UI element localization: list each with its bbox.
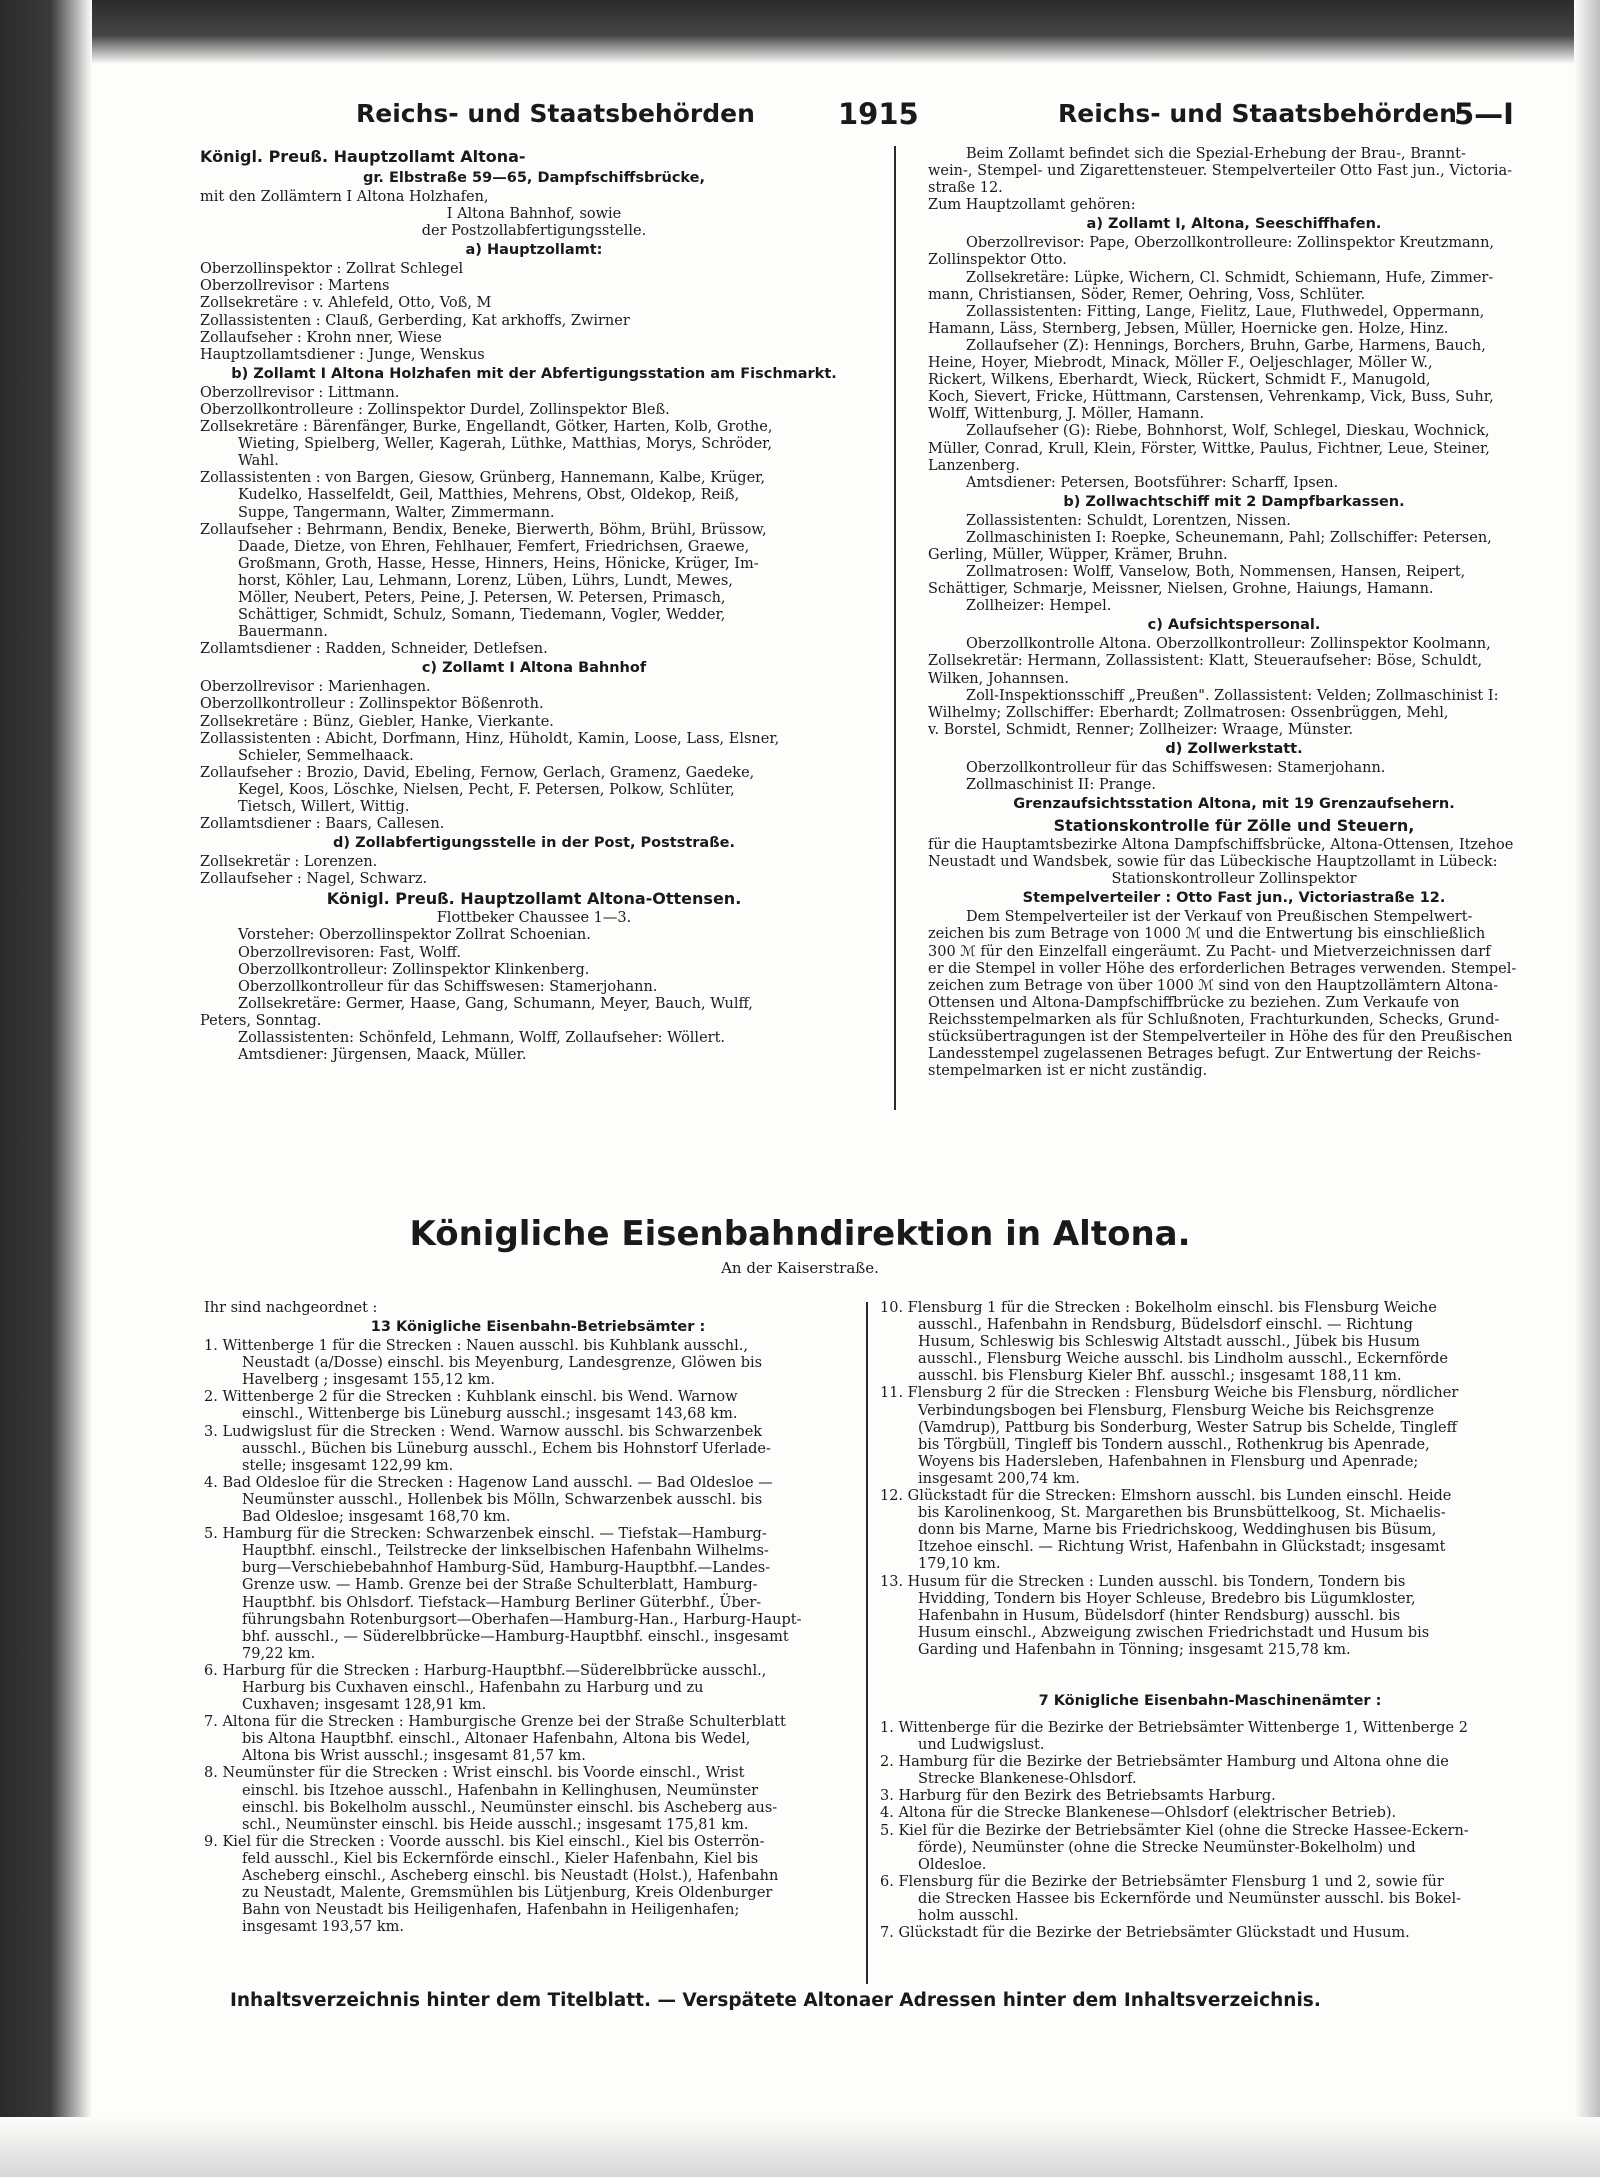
column-lower-right — [880, 1300, 1540, 2002]
text-line: Tietsch, Willert, Wittig. — [238, 799, 410, 815]
text-line: einschl., Wittenberge bis Lüneburg ausschl.; insgesamt 143,68 km. — [242, 1406, 738, 1423]
text-line: Zollaufseher : Brozio, David, Ebeling, Fernow, Gerlach, Gramenz, Gaedeke, — [200, 764, 755, 781]
text-line: Amtsdiener: Jürgensen, Maack, Müller. — [238, 1047, 527, 1064]
text-line: Kudelko, Hasselfeldt, Geil, Matthies, Mehrens, Obst, Oldekop, Reiß, — [238, 487, 740, 504]
text-line: Zollsekretäre : Bünz, Giebler, Hanke, Vierkante. — [200, 713, 554, 730]
text-line: Schättiger, Schmidt, Schulz, Somann, Tiedemann, Vogler, Wedder, — [238, 607, 726, 624]
text-line: Müller, Conrad, Krull, Klein, Förster, Wittke, Paulus, Fichtner, Leue, Steiner, — [928, 440, 1490, 457]
text-line: er die Stempel in voller Höhe des erforderlichen Betrages verwenden. Stempel- — [928, 960, 1517, 977]
scan-edge-right — [1574, 0, 1600, 2177]
text-line: Bad Oldesloe; insgesamt 168,70 km. — [242, 1509, 511, 1526]
text-line: Wolff, Wittenburg, J. Möller, Hamann. — [928, 406, 1205, 423]
text-line: Oberzollkontrolle Altona. Oberzollkontrolleur: Zollinspektor Koolmann, — [966, 636, 1491, 653]
text-line: Ascheberg einschl., Ascheberg einschl. bis Neustadt (Holst.), Hafenbahn — [242, 1868, 779, 1884]
text-line: 179,10 km. — [918, 1556, 1001, 1573]
text-line: Gerling, Müller, Wüpper, Krämer, Bruhn. — [928, 546, 1228, 563]
text-line: ausschl., Hafenbahn in Rendsburg, Büdelsdorf einschl. — Richtung — [918, 1317, 1413, 1334]
text-line: burg—Verschiebebahnhof Hamburg-Süd, Hamburg-Hauptbhf.—Landes- — [242, 1560, 771, 1577]
text-line: Zollamtsdiener : Baars, Callesen. — [200, 816, 445, 833]
text-line: bis Altona Hauptbhf. einschl., Altonaer Hafenbahn, Altona bis Wedel, — [242, 1731, 751, 1748]
text-line: Havelberg ; insgesamt 155,12 km. — [242, 1372, 495, 1389]
text-line: Landesstempel zugelassenen Betrages befugt. Zur Entwertung der Reichs- — [928, 1046, 1481, 1063]
text-line: 7. Glückstadt für die Bezirke der Betriebsämter Glückstadt und Husum. — [880, 1925, 1410, 1942]
text-line: 12. Glückstadt für die Strecken: Elmshorn ausschl. bis Lunden einschl. Heide — [880, 1488, 1452, 1505]
text-line: Zollassistenten : von Bargen, Giesow, Grünberg, Hannemann, Kalbe, Krüger, — [200, 470, 766, 487]
text-line: bhf. ausschl., — Süderelbbrücke—Hamburg-Hauptbhf. einschl., insgesamt — [242, 1628, 789, 1645]
text-line: Zollassistenten : Clauß, Gerberding, Kat arkhoffs, Zwirner — [200, 312, 630, 329]
text-line: mann, Christiansen, Söder, Remer, Oehring, Voss, Schlüter. — [928, 286, 1366, 303]
text-line: Zollmaschinisten I: Roepke, Scheunemann, Pahl; Zollschiffer: Petersen, — [966, 529, 1492, 546]
text-line: Oberzollrevisor : Littmann. — [200, 384, 400, 401]
text-line: stücksübertragungen ist der Stempelverteiler in Höhe des für den Preußischen — [928, 1029, 1513, 1046]
text-line: c) Aufsichtspersonal. — [1147, 617, 1321, 634]
text-line: mit den Zollämtern I Altona Holzhafen, — [200, 189, 489, 205]
text-line: Oberzollrevisor : Marienhagen. — [200, 679, 431, 696]
text-line: Hamann, Läss, Sternberg, Jebsen, Müller, Hoernicke gen. Holze, Hinz. — [928, 320, 1449, 337]
text-line: gr. Elbstraße 59—65, Dampfschiffsbrücke, — [362, 170, 706, 186]
text-line: Lanzenberg. — [928, 457, 1020, 474]
text-line: Zollsekretäre: Lüpke, Wichern, Cl. Schmidt, Schiemann, Hufe, Zimmer- — [966, 269, 1494, 286]
text-line: stempelmarken ist er nicht zuständig. — [928, 1063, 1208, 1080]
text-line: einschl. bis Bokelholm ausschl., Neumünster einschl. bis Ascheberg aus- — [242, 1799, 778, 1816]
text-line: c) Zollamt I Altona Bahnhof — [421, 660, 647, 677]
text-line: Rickert, Wilkens, Eberhardt, Wieck, Rückert, Schmidt F., Manugold, — [928, 372, 1431, 389]
running-header-left: Reichs- und Staatsbehörden — [356, 99, 755, 128]
text-line: Husum, Schleswig bis Schleswig Altstadt ausschl., Jübek bis Husum — [918, 1334, 1420, 1351]
text-line: für die Hauptamtsbezirke Altona Dampfschiffsbrücke, Altona-Ottensen, Itzehoe — [928, 837, 1514, 854]
text-line: Oldesloe. — [918, 1856, 987, 1873]
text-line: Beim Zollamt befindet sich die Spezial-Erhebung der Brau-, Brannt- — [966, 146, 1466, 162]
text-line: Flottbeker Chaussee 1—3. — [436, 910, 632, 927]
text-line: a) Hauptzollamt: — [465, 242, 603, 259]
text-line: v. Borstel, Schmidt, Renner; Zollheizer: Wraage, Münster. — [928, 721, 1354, 738]
text-line: Grenzaufsichtsstation Altona, mit 19 Grenzaufsehern. — [1013, 796, 1455, 813]
text-line: Stempelverteiler : Otto Fast jun., Victoriastraße 12. — [1022, 890, 1446, 907]
text-line: bis Karolinenkoog, St. Margarethen bis Brunsbüttelkoog, St. Michaelis- — [918, 1505, 1446, 1522]
text-line: Harburg bis Cuxhaven einschl., Hafenbahn zu Harburg und zu — [242, 1679, 704, 1696]
text-line: 13. Husum für die Strecken : Lunden ausschl. bis Tondern, Tondern bis — [880, 1573, 1406, 1590]
text-line: Oberzollkontrolleur : Zollinspektor Bößenroth. — [200, 696, 544, 713]
text-line: Bahn von Neustadt bis Heiligenhafen, Hafenbahn in Heiligenhafen; — [242, 1902, 740, 1919]
text-line: Altona bis Wrist ausschl.; insgesamt 81,57 km. — [242, 1748, 586, 1765]
text-line: wein-, Stempel- und Zigarettensteuer. Stempelverteiler Otto Fast jun., Victoria- — [928, 163, 1513, 180]
text-line: ausschl., Büchen bis Lüneburg ausschl., Echem bis Hohnstorf Uferlade- — [242, 1440, 771, 1457]
text-line: Vorsteher: Oberzollinspektor Zollrat Schoenian. — [238, 927, 591, 944]
text-line: Peters, Sonntag. — [200, 1012, 322, 1029]
running-header-right: Reichs- und Staatsbehörden — [1058, 99, 1457, 128]
text-line: Hvidding, Tondern bis Hoyer Schleuse, Bredebro bis Lügumkloster, — [918, 1590, 1416, 1607]
text-line: 7 Königliche Eisenbahn-Maschinenämter : — [1038, 1692, 1382, 1709]
text-line: b) Zollamt I Altona Holzhafen mit der Abfertigungsstation am Fischmarkt. — [231, 365, 837, 382]
text-line: förde), Neumünster (ohne die Strecke Neumünster-Bokelholm) und — [918, 1839, 1416, 1856]
text-line: zeichen bis zum Betrage von 1000 ℳ und die Entwertung bis einschließlich — [928, 926, 1486, 943]
text-line: Zum Hauptzollamt gehören: — [928, 197, 1136, 214]
text-line: Neustadt (a/Dosse) einschl. bis Meyenburg, Landesgrenze, Glöwen bis — [242, 1355, 763, 1372]
main-subtitle: An der Kaiserstraße. — [721, 1259, 879, 1277]
text-line: Zollaufseher (Z): Hennings, Borchers, Bruhn, Garbe, Harmens, Bauch, — [966, 337, 1486, 354]
text-line: Stationskontrolleur Zollinspektor — [1111, 871, 1357, 888]
text-line: bis Törgbüll, Tingleff bis Tondern ausschl., Rothenkrug bis Apenrade, — [918, 1436, 1430, 1453]
running-header-year: 1915 — [838, 97, 919, 131]
text-line: der Postzollabfertigungsstelle. — [421, 223, 647, 240]
text-line: Zoll-Inspektionsschiff „Preußen". Zollassistent: Velden; Zollmaschinist I: — [966, 687, 1499, 704]
text-line: ausschl., Flensburg Weiche ausschl. bis Lindholm ausschl., Eckernförde — [918, 1351, 1449, 1368]
text-line: 8. Neumünster für die Strecken : Wrist einschl. bis Voorde einschl., Wrist — [204, 1765, 745, 1782]
text-line: Zollaufseher : Nagel, Schwarz. — [200, 871, 428, 888]
text-line: Reichsstempelmarken als für Schlußnoten, Frachturkunden, Schecks, Grund- — [928, 1011, 1500, 1028]
text-line: 300 ℳ für den Einzelfall eingeräumt. Zu Pacht- und Mietverzeichnissen darf — [928, 943, 1491, 960]
text-line: Wilhelmy; Zollschiffer: Eberhardt; Zollmatrosen: Ossenbrüggen, Mehl, — [928, 704, 1449, 721]
column-lower-left — [204, 1300, 872, 2002]
text-line: Verbindungsbogen bei Flensburg, Flensburg Weiche bis Reichsgrenze — [918, 1402, 1435, 1419]
text-line: Hauptbhf. einschl., Teilstrecke der linkselbischen Hafenbahn Wilhelms- — [242, 1543, 769, 1560]
text-line: donn bis Marne, Marne bis Friedrichskoog, Weddinghusen bis Büsum, — [918, 1522, 1437, 1539]
text-line: Heine, Hoyer, Miebrodt, Minack, Möller F., Oeljeschlager, Möller W., — [928, 355, 1433, 372]
text-line: Schieler, Semmelhaack. — [238, 747, 414, 764]
text-line: Strecke Blankenese-Ohlsdorf. — [918, 1771, 1137, 1788]
text-line: Zollaufseher : Krohn nner, Wiese — [200, 329, 442, 346]
text-line: Stationskontrolle für Zölle und Steuern, — [1053, 816, 1415, 836]
text-line: Zollaufseher (G): Riebe, Bohnhorst, Wolf, Schlegel, Dieskau, Wochnick, — [966, 423, 1490, 440]
text-line: Neustadt und Wandsbek, sowie für das Lübeckische Hauptzollamt in Lübeck: — [928, 854, 1498, 871]
text-line: 2. Hamburg für die Bezirke der Betriebsämter Hamburg und Altona ohne die — [880, 1754, 1449, 1771]
text-line: die Strecken Hassee bis Eckernförde und Neumünster ausschl. bis Bokel- — [918, 1890, 1462, 1907]
text-line: Oberzollinspektor : Zollrat Schlegel — [200, 261, 464, 278]
text-line: Oberzollkontrolleur für das Schiffswesen: Stamerjohann. — [966, 759, 1386, 776]
text-line: Oberzollrevisor : Martens — [200, 278, 390, 295]
text-line: Wahl. — [238, 453, 279, 470]
text-line: Möller, Neubert, Peters, Peine, J. Petersen, W. Petersen, Primasch, — [238, 589, 726, 606]
text-line: Kegel, Koos, Löschke, Nielsen, Pecht, F. Petersen, Polkow, Schlüter, — [238, 781, 735, 798]
text-line: 3. Harburg für den Bezirk des Betriebsamts Harburg. — [880, 1788, 1276, 1805]
text-line: Zollsekretär : Lorenzen. — [200, 854, 378, 871]
text-line: Zollsekretäre: Germer, Haase, Gang, Schumann, Meyer, Bauch, Wulff, — [238, 995, 753, 1012]
column-divider-upper — [894, 146, 896, 1110]
text-line: Zollmatrosen: Wolff, Vanselow, Both, Nommensen, Hansen, Reipert, — [966, 564, 1466, 581]
text-line: stelle; insgesamt 122,99 km. — [242, 1457, 454, 1474]
text-line: Zollassistenten: Schönfeld, Lehmann, Wolff, Zollaufseher: Wöllert. — [238, 1030, 726, 1047]
text-line: 79,22 km. — [242, 1645, 316, 1662]
text-line: Zollsekretäre : Bärenfänger, Burke, Engellandt, Götker, Harten, Kolb, Grothe, — [200, 419, 773, 436]
text-line: b) Zollwachtschiff mit 2 Dampfbarkassen. — [1063, 493, 1405, 510]
text-line: Koch, Sievert, Fricke, Hüttmann, Carstensen, Vehrenkamp, Vick, Buss, Suhr, — [928, 389, 1494, 406]
page-number: 5—I — [1454, 97, 1514, 131]
scan-edge-bottom — [0, 2117, 1600, 2177]
column-upper-right — [928, 146, 1540, 1116]
text-line: Cuxhaven; insgesamt 128,91 km. — [242, 1697, 487, 1714]
text-line: 9. Kiel für die Strecken : Voorde ausschl. bis Kiel einschl., Kiel bis Osterrön- — [204, 1833, 765, 1850]
text-line: Hauptzollamtsdiener : Junge, Wenskus — [200, 346, 485, 363]
text-line: 4. Bad Oldesloe für die Strecken : Hagenow Land ausschl. — Bad Oldesloe — — [204, 1474, 773, 1491]
text-line: Zollassistenten: Schuldt, Lorentzen, Nissen. — [966, 512, 1291, 529]
text-line: (Vamdrup), Pattburg bis Sonderburg, Wester Satrup bis Schelde, Tingleff — [918, 1419, 1457, 1436]
text-line: d) Zollabfertigungsstelle in der Post, Poststraße. — [333, 835, 735, 852]
text-line — [880, 1712, 1540, 1720]
text-line: feld ausschl., Kiel bis Eckernförde einschl., Kieler Hafenbahn, Kiel bis — [242, 1850, 759, 1867]
text-line: Wilken, Johannsen. — [928, 670, 1070, 687]
text-line: Zollassistenten : Abicht, Dorfmann, Hinz, Hüholdt, Kamin, Loose, Lass, Elsner, — [200, 730, 780, 747]
text-line: Oberzollkontrolleur: Zollinspektor Klinkenberg. — [238, 961, 590, 978]
text-line: ausschl. bis Flensburg Kieler Bhf. ausschl.; insgesamt 188,11 km. — [918, 1368, 1402, 1385]
text-line: Königl. Preuß. Hauptzollamt Altona- — [200, 147, 526, 166]
footer-note: Inhaltsverzeichnis hinter dem Titelblatt. — Verspätete Altonaer Adressen hinter dem Inhaltsverzeichnis. — [230, 1990, 1321, 2011]
text-line: Bauermann. — [238, 624, 328, 641]
text-line: zeichen zum Betrage von über 1000 ℳ sind von den Hauptzollämtern Altona- — [928, 977, 1499, 994]
text-line: und Ludwigslust. — [918, 1737, 1045, 1754]
text-line: insgesamt 200,74 km. — [918, 1470, 1081, 1487]
text-line: straße 12. — [928, 180, 1003, 197]
text-line: Großmann, Groth, Hasse, Hesse, Hinners, Heins, Hönicke, Krüger, Im- — [238, 555, 759, 572]
text-line: Zollsekretäre : v. Ahlefeld, Otto, Voß, M — [200, 295, 492, 312]
text-line — [880, 1659, 1540, 1675]
text-line: a) Zollamt I, Altona, Seeschiffhafen. — [1086, 216, 1382, 233]
text-line: Zollamtsdiener : Radden, Schneider, Detlefsen. — [200, 641, 548, 658]
text-line: Ihr sind nachgeordnet : — [204, 1300, 378, 1316]
text-line: schl., Neumünster einschl. bis Heide ausschl.; insgesamt 175,81 km. — [242, 1816, 749, 1833]
text-line: 6. Flensburg für die Bezirke der Betriebsämter Flensburg 1 und 2, sowie für — [880, 1873, 1444, 1890]
text-line: d) Zollwerkstatt. — [1165, 740, 1303, 757]
text-line: Amtsdiener: Petersen, Bootsführer: Scharff, Ipsen. — [966, 474, 1339, 491]
text-line: 5. Hamburg für die Strecken: Schwarzenbek einschl. — Tiefstak—Hamburg- — [204, 1526, 767, 1543]
text-line: 6. Harburg für die Strecken : Harburg-Hauptbhf.—Süderelbbrücke ausschl., — [204, 1662, 767, 1679]
text-line: Schättiger, Schmarje, Meissner, Nielsen, Grohne, Haiungs, Hamann. — [928, 581, 1434, 598]
text-line: 4. Altona für die Strecke Blankenese—Ohlsdorf (elektrischer Betrieb). — [880, 1805, 1397, 1822]
text-line: Dem Stempelverteiler ist der Verkauf von Preußischen Stempelwert- — [966, 909, 1473, 926]
text-line: Zollheizer: Hempel. — [966, 598, 1112, 615]
text-line: führungsbahn Rotenburgsort—Oberhafen—Hamburg-Han., Harburg-Haupt- — [242, 1611, 802, 1628]
text-line: Zollaufseher : Behrmann, Bendix, Beneke, Bierwerth, Böhm, Brühl, Brüssow, — [200, 521, 767, 538]
scan-edge-top — [0, 0, 1600, 64]
text-line: Zollmaschinist II: Prange. — [966, 777, 1156, 793]
text-line: 7. Altona für die Strecken : Hamburgische Grenze bei der Straße Schulterblatt — [204, 1714, 786, 1731]
text-line: 2. Wittenberge 2 für die Strecken : Kuhblank einschl. bis Wend. Warnow — [204, 1389, 738, 1406]
text-line: 5. Kiel für die Bezirke der Betriebsämter Kiel (ohne die Strecke Hassee-Eckern- — [880, 1822, 1469, 1839]
main-title: Königliche Eisenbahndirektion in Altona. — [409, 1214, 1191, 1254]
text-line: 1. Wittenberge 1 für die Strecken : Nauen ausschl. bis Kuhblank ausschl., — [204, 1338, 748, 1355]
text-line: Zollsekretär: Hermann, Zollassistent: Klatt, Steueraufseher: Böse, Schuldt, — [928, 653, 1483, 670]
text-line: 3. Ludwigslust für die Strecken : Wend. Warnow ausschl. bis Schwarzenbek — [204, 1423, 763, 1440]
text-line: Oberzollrevisor: Pape, Oberzollkontrolleure: Zollinspektor Kreutzmann, — [966, 235, 1495, 252]
text-line: 11. Flensburg 2 für die Strecken : Flensburg Weiche bis Flensburg, nördlicher — [880, 1385, 1459, 1402]
text-line: Oberzollkontrolleure : Zollinspektor Durdel, Zollinspektor Bleß. — [200, 401, 670, 418]
column-upper-left — [200, 146, 868, 1116]
text-line: I Altona Bahnhof, sowie — [446, 206, 622, 223]
text-line — [880, 1675, 1540, 1691]
text-line: Wieting, Spielberg, Weller, Kagerah, Lüthke, Matthias, Morys, Schröder, — [238, 436, 773, 453]
text-line: einschl. bis Itzehoe ausschl., Hafenbahn in Kellinghusen, Neumünster — [242, 1782, 759, 1799]
text-line: zu Neustadt, Malente, Gremsmühlen bis Lütjenburg, Kreis Oldenburger — [242, 1885, 773, 1902]
text-line: Garding und Hafenbahn in Tönning; insgesamt 215,78 km. — [918, 1641, 1351, 1658]
text-line: Zollinspektor Otto. — [928, 252, 1067, 269]
text-line: Zollassistenten: Fitting, Lange, Fielitz, Laue, Fluthwedel, Oppermann, — [966, 303, 1485, 320]
text-line: 13 Königliche Eisenbahn-Betriebsämter : — [370, 1319, 706, 1336]
text-line: Oberzollkontrolleur für das Schiffswesen: Stamerjohann. — [238, 978, 658, 995]
text-line: Suppe, Tangermann, Walter, Zimmermann. — [238, 504, 555, 521]
text-line: Hafenbahn in Husum, Büdelsdorf (hinter Rendsburg) ausschl. bis — [918, 1607, 1401, 1624]
text-line: Woyens bis Hadersleben, Hafenbahnen in Flensburg und Apenrade; — [918, 1453, 1419, 1470]
text-line: Hauptbhf. bis Ohlsdorf. Tiefstack—Hamburg Berliner Güterbhf., Über- — [242, 1594, 762, 1611]
text-line: holm ausschl. — [918, 1908, 1019, 1924]
scan-edge-left — [0, 0, 92, 2177]
text-line: insgesamt 193,57 km. — [242, 1919, 405, 1936]
text-line: Husum einschl., Abzweigung zwischen Friedrichstadt und Husum bis — [918, 1624, 1430, 1641]
text-line: Itzehoe einschl. — Richtung Wrist, Hafenbahn in Glückstadt; insgesamt — [918, 1539, 1446, 1556]
text-line: Neumünster ausschl., Hollenbek bis Mölln, Schwarzenbek ausschl. bis — [242, 1491, 763, 1508]
text-line: Daade, Dietze, von Ehren, Fehlhauer, Femfert, Friedrichsen, Graewe, — [238, 538, 750, 555]
text-line: 10. Flensburg 1 für die Strecken : Bokelholm einschl. bis Flensburg Weiche — [880, 1300, 1437, 1316]
text-line: horst, Köhler, Lau, Lehmann, Lorenz, Lüben, Lührs, Lundt, Mewes, — [238, 572, 733, 589]
text-line: Oberzollrevisoren: Fast, Wolff. — [238, 944, 462, 961]
text-line: Ottensen und Altona-Dampfschiffbrücke zu beziehen. Zum Verkaufe von — [928, 994, 1460, 1011]
text-line: 1. Wittenberge für die Bezirke der Betriebsämter Wittenberge 1, Wittenberge 2 — [880, 1719, 1468, 1736]
text-line: Grenze usw. — Hamb. Grenze bei der Straße Schulterblatt, Hamburg- — [242, 1577, 758, 1594]
text-line: Königl. Preuß. Hauptzollamt Altona-Ottensen. — [326, 889, 742, 909]
